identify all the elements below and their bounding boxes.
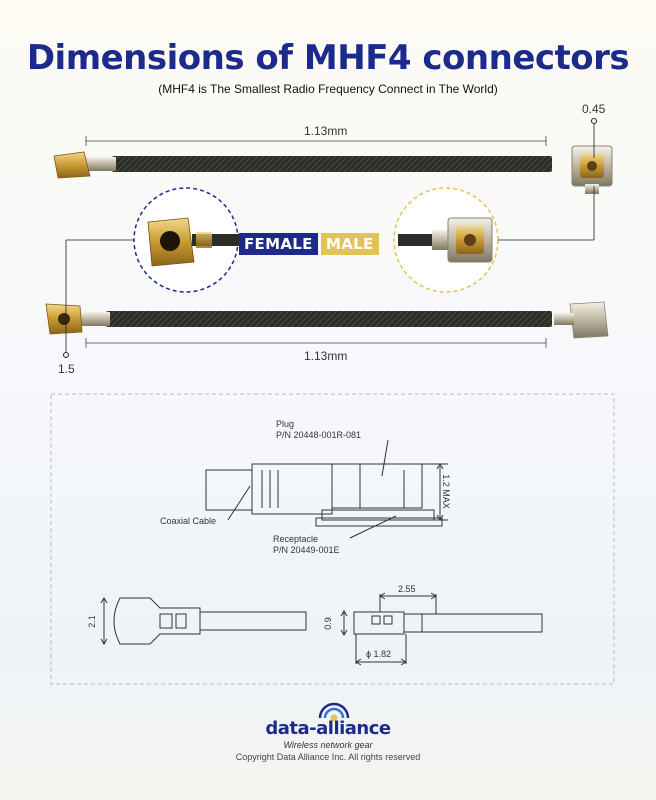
max-height-label: 1.2 MAX [440,474,451,509]
top-length-label: 1.13mm [304,124,348,138]
bottom-cable [106,311,552,327]
coax-label: Coaxial Cable [160,516,217,526]
male-badge: MALE [321,233,379,255]
diameter-label: ϕ 1.82 [366,649,392,659]
male-detail [394,186,594,292]
receptacle-label: Receptacle [273,534,319,544]
top-crimp [84,157,116,171]
page-title: Dimensions of MHF4 connectors [26,38,630,78]
height-label: 0.9 [322,617,333,630]
bottom-crimp [80,312,110,326]
plug-height-label: 0.45 [582,102,606,116]
female-detail [134,188,242,292]
receptacle-height-label: 1.5 [58,362,75,376]
top-view-drawing [101,598,306,644]
plug-part-number: P/N 20448-001R-081 [276,430,362,440]
page-subtitle: (MHF4 is The Smallest Radio Frequency Connect in The World) [158,82,498,96]
bottom-cable-assembly [46,240,608,358]
plug-label: Plug [276,419,295,429]
receptacle-part-number: P/N 20449-001E [273,545,340,555]
bottom-length-label: 1.13mm [304,349,348,363]
side-section-drawing [206,440,448,538]
brand-tagline: Wireless network gear [283,740,373,750]
bottom-receptacle [570,302,608,338]
width-label: 2.1 [86,615,97,628]
copyright-text: Copyright Data Alliance Inc. All rights reserved [235,752,421,762]
top-cable [112,156,552,172]
brand-logo: data-alliance [265,718,391,739]
top-plug-head [54,152,90,178]
length-label: 2.55 [398,584,416,594]
female-badge: FEMALE [239,233,318,255]
